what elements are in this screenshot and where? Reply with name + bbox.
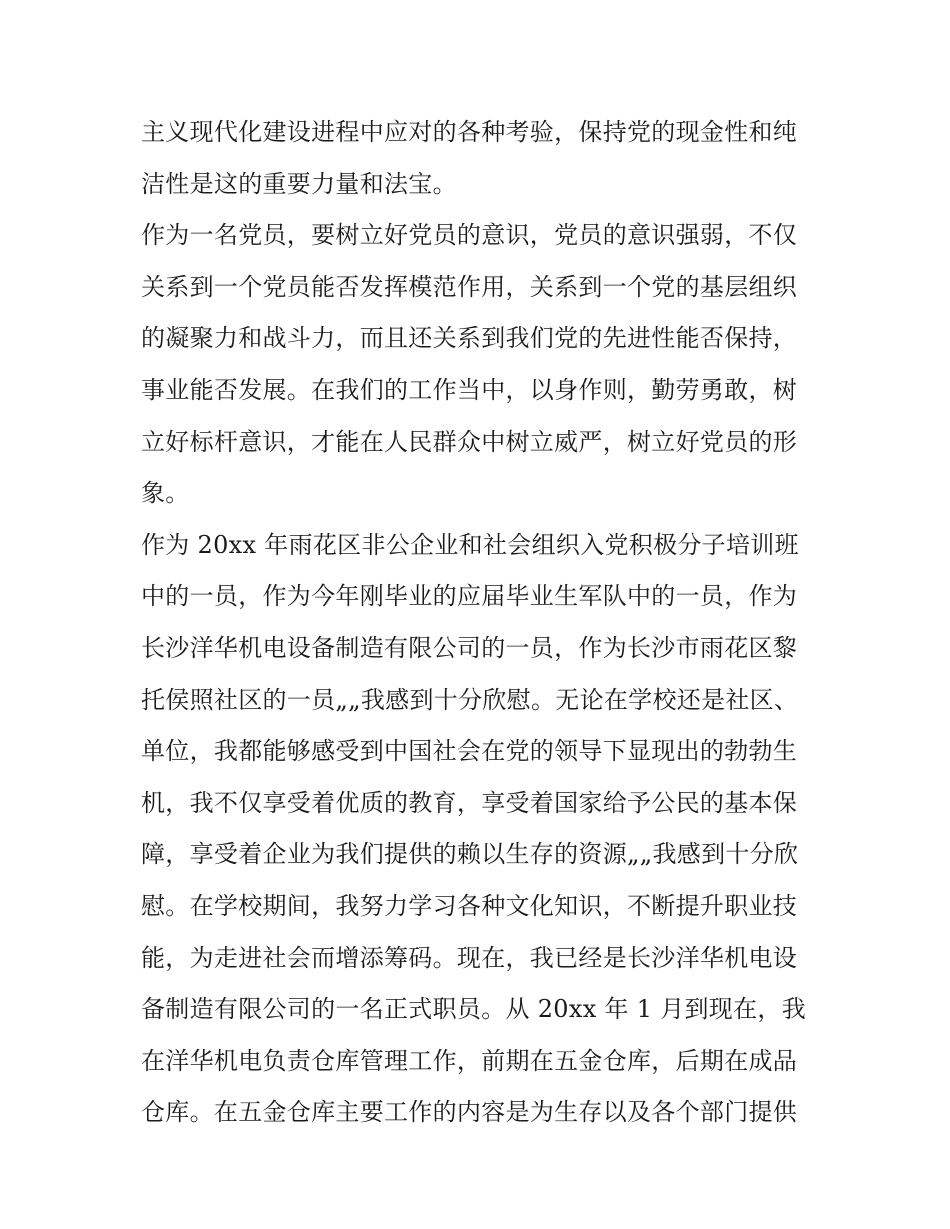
text-line: 仓库。在五金仓库主要工作的内容是为生存以及各个部门提供 xyxy=(141,1098,798,1127)
text-line: 能，为走进社会而增添筹码。现在，我已经是长沙洋华机电设 xyxy=(141,943,798,972)
text-line: 机，我不仅享受着优质的教育，享受着国家给予公民的基本保 xyxy=(141,788,798,817)
text-line: 象。 xyxy=(141,479,190,508)
text-line: 长沙洋华机电设备制造有限公司的一员，作为长沙市雨花区黎 xyxy=(141,633,798,662)
text-line: 关系到一个党员能否发挥模范作用，关系到一个党的基层组织 xyxy=(141,272,798,301)
text-line: 单位，我都能够感受到中国社会在党的领导下显现出的勃勃生 xyxy=(141,737,798,766)
text-line: 障，享受着企业为我们提供的赖以生存的资源„„我感到十分欣 xyxy=(141,840,799,869)
text-line: 托侯照社区的一员„„我感到十分欣慰。无论在学校还是社区、 xyxy=(141,685,799,714)
body-text xyxy=(141,107,813,1139)
text-line: 事业能否发展。在我们的工作当中，以身作则，勤劳勇敢，树 xyxy=(141,375,798,404)
text-line: 在洋华机电负责仓库管理工作，前期在五金仓库，后期在成品 xyxy=(141,1046,798,1075)
text-line: 立好标杆意识，才能在人民群众中树立威严，树立好党员的形 xyxy=(141,427,798,456)
text-line: 主义现代化建设进程中应对的各种考验，保持党的现金性和纯 xyxy=(141,118,798,146)
text-line: 慰。在学校期间，我努力学习各种文化知识，不断提升职业技 xyxy=(141,891,798,920)
text-line: 洁性是这的重要力量和法宝。 xyxy=(141,169,457,198)
text-line: 作为 20xx 年雨花区非公企业和社会组织入党积极分子培训班 xyxy=(141,530,799,559)
text-line: 作为一名党员，要树立好党员的意识，党员的意识强弱，不仅 xyxy=(141,221,798,250)
text-line: 中的一员，作为今年刚毕业的应届毕业生军队中的一员，作为 xyxy=(141,582,798,611)
text-line: 的凝聚力和战斗力，而且还关系到我们党的先进性能否保持， xyxy=(141,324,798,353)
text-line: 备制造有限公司的一名正式职员。从 20xx 年 1 月到现在，我 xyxy=(141,995,806,1024)
